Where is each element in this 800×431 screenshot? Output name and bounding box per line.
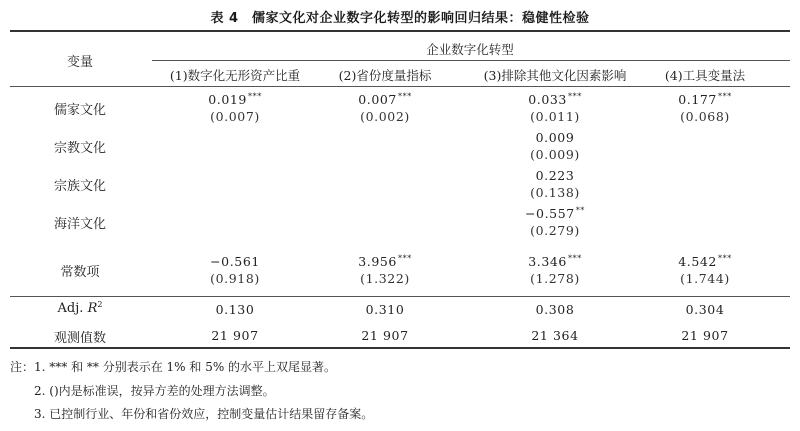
adj-r2-value-3: 0.308 [535, 302, 575, 317]
coefficient-cell [358, 92, 412, 107]
coefficient-value: 0.033 [528, 92, 567, 107]
adj-r2-value-1: 0.130 [215, 302, 255, 317]
significance-stars: *** [567, 92, 582, 101]
column-header-4: (4)工具变量法 [664, 68, 746, 83]
coefficient-cell [678, 254, 732, 269]
nobs-label: 观测值数 [53, 331, 107, 346]
coefficient-value: 4.542 [678, 254, 717, 269]
coefficient-value: −0.557 [524, 206, 575, 221]
table-title: 表 4 儒家文化对企业数字化转型的影响回归结果：稳健性检验 [210, 11, 590, 26]
adj-r2-value-4: 0.304 [685, 302, 725, 317]
coefficient-value: 0.009 [535, 130, 575, 145]
adj-r2-prefix: Adj. [57, 301, 84, 316]
significance-stars: *** [717, 254, 732, 263]
adj-r2-sup: 2 [97, 300, 103, 309]
coefficient-value: 3.346 [528, 254, 567, 269]
group-header: 企业数字化转型 [426, 42, 514, 57]
coefficient-cell [358, 254, 412, 269]
row-label: 宗族文化 [53, 179, 107, 194]
coefficient-value: 0.177 [678, 92, 717, 107]
note-3: 3. 已控制行业、年份和省份效应，控制变量估计结果留存备案。 [34, 407, 374, 421]
adj-r2-var: R [87, 301, 98, 316]
top-rule [10, 30, 790, 32]
significance-stars: *** [397, 92, 412, 101]
coefficient-cell [525, 206, 585, 221]
standard-error-cell: (0.918) [210, 271, 260, 286]
coefficient-value: −0.561 [210, 254, 260, 269]
coefficient-value: 0.223 [535, 168, 575, 183]
nobs-value-1: 21 907 [211, 328, 259, 343]
column-header-1: (1)数字化无形资产比重 [169, 68, 301, 83]
variable-header: 变量 [66, 55, 94, 70]
significance-stars: *** [247, 92, 262, 101]
coefficient-cell [210, 254, 260, 269]
header-rule [10, 86, 790, 87]
column-header-3: (3)排除其他文化因素影响 [483, 68, 627, 83]
stats-rule [10, 296, 790, 297]
row-label: 儒家文化 [53, 103, 107, 118]
adj-r2-value-2: 0.310 [365, 302, 405, 317]
group-header-rule [152, 60, 790, 61]
coefficient-cell [208, 92, 262, 107]
standard-error-cell: (1.744) [680, 271, 730, 286]
standard-error-cell: (0.279) [530, 223, 580, 238]
significance-stars: *** [717, 92, 732, 101]
coefficient-cell [536, 168, 575, 183]
column-header-2: (2)省份度量指标 [338, 68, 432, 83]
row-label: 海洋文化 [53, 217, 107, 232]
note-2: 2. ()内是标准误，按异方差的处理方法调整。 [34, 384, 275, 398]
coefficient-cell [678, 92, 732, 107]
coefficient-value: 0.019 [208, 92, 247, 107]
bottom-rule [10, 347, 790, 349]
row-label: 常数项 [60, 265, 100, 280]
standard-error-cell: (0.011) [530, 109, 580, 124]
coefficient-value: 0.007 [358, 92, 397, 107]
significance-stars: *** [397, 254, 412, 263]
standard-error-cell: (0.068) [680, 109, 730, 124]
standard-error-cell: (1.278) [530, 271, 580, 286]
row-label: 宗教文化 [53, 141, 107, 156]
coefficient-cell [536, 130, 575, 145]
coefficient-value: 3.956 [358, 254, 397, 269]
standard-error-cell: (0.009) [530, 147, 580, 162]
coefficient-cell [528, 254, 582, 269]
significance-stars: *** [567, 254, 582, 263]
significance-stars: ** [575, 206, 586, 215]
standard-error-cell: (0.002) [360, 109, 410, 124]
standard-error-cell: (0.007) [210, 109, 260, 124]
nobs-value-4: 21 907 [681, 328, 729, 343]
standard-error-cell: (1.322) [360, 271, 410, 286]
nobs-value-2: 21 907 [361, 328, 409, 343]
coefficient-cell [528, 92, 582, 107]
note-1: 注：1. *** 和 ** 分别表示在 1% 和 5% 的水平上双尾显著。 [10, 360, 337, 374]
nobs-value-3: 21 364 [531, 328, 579, 343]
standard-error-cell: (0.138) [530, 185, 580, 200]
adj-r2-label [58, 300, 103, 316]
